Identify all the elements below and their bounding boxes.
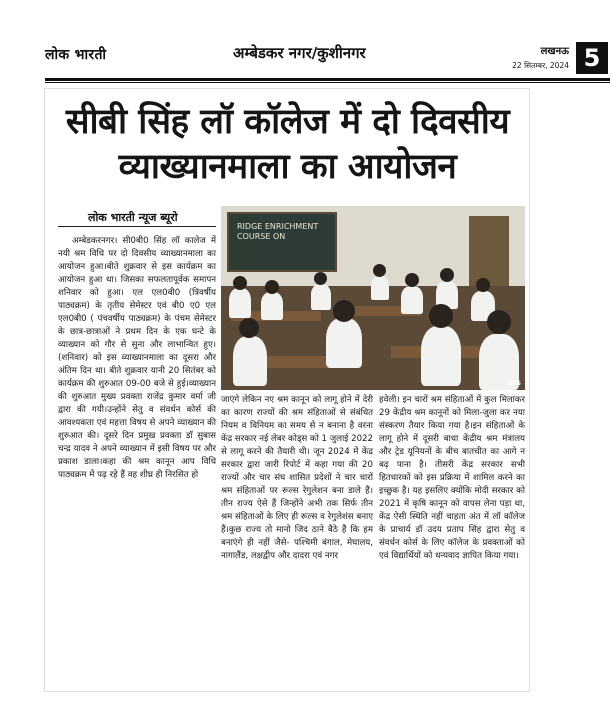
photo-student-head	[314, 272, 327, 285]
edition-city: लखनऊ	[540, 46, 569, 57]
photo-student	[233, 336, 267, 386]
photo-student	[421, 326, 461, 386]
classroom-photo	[221, 206, 525, 390]
column-2-text: जाएंगे लेकिन नए श्रम कानून को लागू होने में देरी का कारण राज्यों की श्रम संहिताओं से संबंधित नियम व विनियम का समय से न बनाना है वरना केंद्र सरकार नई लेबर कोड्स को 1 जुलाई 2022 से लागू करने की तैयारी थी। जून 2024 में केंद्र सरकार द्वारा जारी रिपोर्ट में कहा गया की 20 राज्यों और चार संघ शासित प्रदेशों ने चार चारों श्रम संहिताओं पर रूल्स रेगुलेशन बना डाले हैं।तीन राज्य ऐसे हैं जिन्होंने अभी तक सिर्फ तीन श्रम संहिताओं के लिए ही रूल्स व रेगुलेशंस बनाए हैं।कुछ राज्य तो मानो जिद ठाने बैठे हैं कि हम बनाएंगे ही नहीं जैसे- पश्चिमी बंगाल, मेघालय, नागालैंड, लक्षद्वीप और दादरा एवं नगर	[221, 395, 373, 561]
masthead	[45, 39, 610, 75]
section-title: अम्बेडकर नगर/कुशीनगर	[233, 44, 366, 62]
photo-student-head	[239, 318, 259, 338]
byline-underline	[58, 226, 216, 227]
photo-student	[326, 318, 362, 368]
photo-gps-stamp: GPS	[507, 380, 521, 387]
photo-student-head	[476, 278, 490, 292]
article-column-1	[58, 235, 216, 482]
photo-student-head	[429, 304, 453, 328]
edition-date: 22 सितम्बर, 2024	[512, 61, 569, 70]
photo-student-head	[333, 300, 355, 322]
photo-student	[229, 288, 251, 318]
photo-student	[401, 286, 423, 314]
masthead-rule	[45, 78, 610, 81]
headline-line-1: सीबी सिंह लॉ कॉलेज में दो दिवसीय	[65, 101, 510, 142]
photo-student-head	[373, 264, 386, 277]
photo-student-head	[233, 276, 247, 290]
headline-line-2: व्याख्यानमाला का आयोजन	[118, 146, 457, 187]
byline: लोक भारती न्यूज ब्यूरो	[88, 211, 178, 224]
masthead-rule-thin	[45, 82, 610, 83]
photo-student	[261, 292, 283, 320]
newspaper-logo: लोक भारती	[45, 47, 107, 63]
photo-board-text: RIDGE ENRICHMENT COURSE ON	[237, 222, 319, 241]
photo-blackboard	[227, 212, 337, 272]
article-headline	[50, 100, 525, 190]
page-number: 5	[576, 42, 608, 74]
photo-student-head	[405, 273, 419, 287]
article-column-3	[379, 394, 525, 563]
photo-student	[371, 276, 389, 300]
photo-student-head	[265, 280, 279, 294]
photo-student	[311, 284, 331, 310]
photo-student-head	[487, 310, 511, 334]
article-column-2	[221, 394, 373, 563]
photo-door	[469, 216, 509, 286]
photo-student-head	[440, 268, 454, 282]
column-1-text: अम्बेडकरनगर। सी0बी0 सिंह लॉ कालेज में नयी श्रम विधि पर दो दिवसीय व्याख्यानमाला का आयोजन हुआ।बीते शुक्रवार से इस कार्यक्रम का आयोजन हुआ था। जिसका सफलतापूर्वक समापन शनिवार को हुआ। एल एल0बी0 (त्रिवर्षीय पाठ्यक्रम) के तृतीय सेमेस्टर एवं बी0 ए0 एल एल0बी0 ( पंचवर्षीय पाठ्यक्रम) के पंचम सेमेस्टर के छात्र-छात्राओं ने प्रथम दिन के एक घन्टे के व्याख्यान को गौर से सुना और लाभान्वित हुए। (शनिवार) को इस व्याख्यानमाला का दूसरा और अंतिम दिन था। बीते शुक्रवार यानी 20 सितंबर को कार्यक्रम की शुरुआत 09-00 बजे से हुई।व्याख्यान की शुरुआत मुख्य प्रवक्ता राजेंद्र कुमार वर्मा जी द्वारा की गयी।उन्होंने सेतु व संवर्धन कोर्स की आवश्यकता एवं महत्ता विषय से अपने व्याख्यान की शुरुआत की। दूसरे दिन प्रमुख प्रवक्ता डॉ सुबास चन्द्र यादव ने अपने व्याख्यान में इसी विषय पर और प्रकाश डाला।कहा की श्रम कानून आप विधि पाठ्यक्रम में पढ़ रहे हैं वह शीघ्र ही निरसित हो	[58, 236, 216, 480]
column-3-text: हवेली। इन चारों श्रम संहिताओं में कुल मिलाकर 29 केंद्रीय श्रम कानूनों को मिला-जुला कर नया संस्करण तैयार किया गया है।इन संहिताओं के लागू होने में दूसरी बाधा केंद्रीय श्रम मंत्रालय और ट्रेड यूनियनों के बीच बातचीत का आगे न बढ़ पाना है। तीसरी केंद्र सरकार सभी हितधारकों को इस प्रक्रिया में शामिल करने का इच्छुक है। यह इसलिए क्योंकि मोदी सरकार को 2021 में कृषि कानून को वापस लेना पड़ा था, केंद्र ऐसी स्थिति नहीं चाहता अंत में लॉ कॉलेज के प्राचार्य डॉ उदय प्रताप सिंह द्वारा सेतु व संवर्धन कोर्स के लिए कॉलेज के प्रवक्ताओं को एवं विद्यार्थियों को धन्यवाद ज्ञापित किया गया।	[379, 395, 525, 561]
